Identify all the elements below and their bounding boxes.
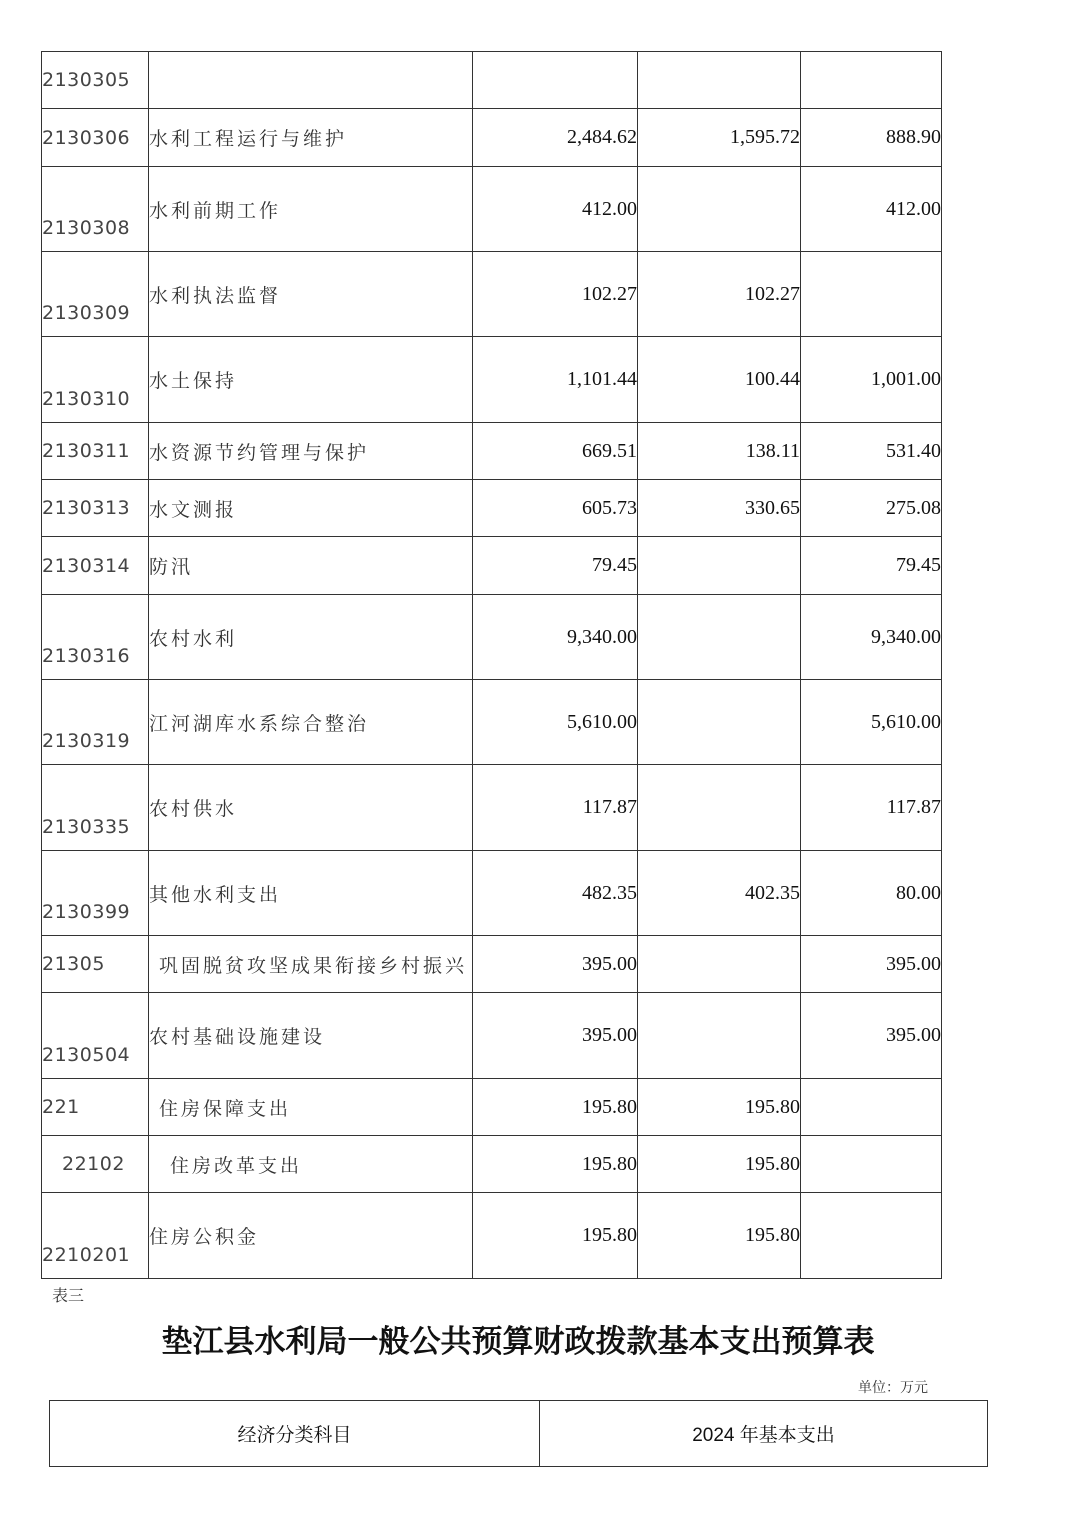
basic-amount: 195.80 [638, 1079, 801, 1136]
total-amount: 669.51 [473, 423, 638, 480]
document-title: 垫江县水利局一般公共预算财政拨款基本支出预算表 [161, 1324, 875, 1360]
table-row [42, 480, 942, 537]
total-amount: 9,340.00 [473, 595, 638, 680]
basic-amount: 330.65 [638, 480, 801, 537]
column-header-economic-category: 经济分类科目 [50, 1401, 540, 1467]
basic-amount [638, 680, 801, 765]
basic-amount: 1,595.72 [638, 109, 801, 167]
unit-label: 单位：万元 [858, 1380, 928, 1396]
project-amount [801, 1079, 942, 1136]
subject-name: 水文测报 [149, 480, 473, 537]
basic-amount: 195.80 [638, 1136, 801, 1193]
project-amount: 412.00 [801, 167, 942, 252]
subject-code: 2130399 [42, 851, 149, 936]
total-amount: 482.35 [473, 851, 638, 936]
subject-code: 2130504 [42, 993, 149, 1079]
total-amount: 1,101.44 [473, 337, 638, 423]
subject-code: 2130319 [42, 680, 149, 765]
project-amount: 395.00 [801, 936, 942, 993]
table-row [42, 337, 942, 423]
basic-expenditure-table [49, 1400, 988, 1467]
table-row [42, 109, 942, 167]
table-row [42, 1136, 942, 1193]
total-amount: 102.27 [473, 252, 638, 337]
basic-amount [638, 993, 801, 1079]
subject-code: 2130310 [42, 337, 149, 423]
subject-name: 农村水利 [149, 595, 473, 680]
project-amount: 531.40 [801, 423, 942, 480]
total-amount: 117.87 [473, 765, 638, 851]
table-row [42, 680, 942, 765]
subject-name: 江河湖库水系综合整治 [149, 680, 473, 765]
project-amount: 117.87 [801, 765, 942, 851]
subject-code: 21305 [42, 936, 149, 993]
subject-code: 2130313 [42, 480, 149, 537]
basic-amount [638, 936, 801, 993]
subject-name: 住房保障支出 [149, 1079, 473, 1136]
table-row [42, 537, 942, 595]
project-amount: 888.90 [801, 109, 942, 167]
table-row [42, 765, 942, 851]
subject-code: 22102 [42, 1136, 149, 1193]
basic-amount [638, 765, 801, 851]
basic-amount: 138.11 [638, 423, 801, 480]
total-amount [473, 52, 638, 109]
subject-code: 2130305 [42, 52, 149, 109]
subject-code: 221 [42, 1079, 149, 1136]
subject-name: 住房公积金 [149, 1193, 473, 1279]
table-header-row [50, 1401, 988, 1467]
project-amount: 395.00 [801, 993, 942, 1079]
subject-name: 防汛 [149, 537, 473, 595]
budget-table [41, 51, 942, 1279]
table-row [42, 993, 942, 1079]
basic-amount [638, 52, 801, 109]
table-row [42, 1193, 942, 1279]
table-row [42, 423, 942, 480]
basic-amount: 195.80 [638, 1193, 801, 1279]
subject-name [149, 52, 473, 109]
subject-name: 巩固脱贫攻坚成果衔接乡村振兴 [149, 936, 473, 993]
subject-code: 2130316 [42, 595, 149, 680]
table-row [42, 167, 942, 252]
project-amount [801, 52, 942, 109]
subject-name: 其他水利支出 [149, 851, 473, 936]
basic-amount [638, 595, 801, 680]
subject-code: 2210201 [42, 1193, 149, 1279]
column-header-basic-expenditure: 2024 年基本支出 [540, 1401, 988, 1467]
total-amount: 79.45 [473, 537, 638, 595]
subject-name: 水利执法监督 [149, 252, 473, 337]
total-amount: 395.00 [473, 936, 638, 993]
subject-code: 2130306 [42, 109, 149, 167]
total-amount: 412.00 [473, 167, 638, 252]
total-amount: 395.00 [473, 993, 638, 1079]
project-amount: 1,001.00 [801, 337, 942, 423]
basic-amount: 100.44 [638, 337, 801, 423]
subject-name: 水土保持 [149, 337, 473, 423]
subject-code: 2130311 [42, 423, 149, 480]
table-row [42, 595, 942, 680]
total-amount: 2,484.62 [473, 109, 638, 167]
subject-code: 2130309 [42, 252, 149, 337]
project-amount [801, 1136, 942, 1193]
subject-code: 2130308 [42, 167, 149, 252]
table-row [42, 52, 942, 109]
basic-amount [638, 537, 801, 595]
basic-amount [638, 167, 801, 252]
subject-name: 农村供水 [149, 765, 473, 851]
table-row [42, 851, 942, 936]
total-amount: 195.80 [473, 1079, 638, 1136]
project-amount: 79.45 [801, 537, 942, 595]
total-amount: 605.73 [473, 480, 638, 537]
subject-code: 2130335 [42, 765, 149, 851]
project-amount: 5,610.00 [801, 680, 942, 765]
table-row [42, 1079, 942, 1136]
project-amount: 9,340.00 [801, 595, 942, 680]
subject-code: 2130314 [42, 537, 149, 595]
project-amount: 80.00 [801, 851, 942, 936]
total-amount: 195.80 [473, 1136, 638, 1193]
project-amount: 275.08 [801, 480, 942, 537]
table-row [42, 252, 942, 337]
basic-amount: 102.27 [638, 252, 801, 337]
subject-name: 住房改革支出 [149, 1136, 473, 1193]
table-row [42, 936, 942, 993]
basic-amount: 402.35 [638, 851, 801, 936]
project-amount [801, 1193, 942, 1279]
subject-name: 农村基础设施建设 [149, 993, 473, 1079]
subject-name: 水利工程运行与维护 [149, 109, 473, 167]
project-amount [801, 252, 942, 337]
subject-name: 水利前期工作 [149, 167, 473, 252]
total-amount: 5,610.00 [473, 680, 638, 765]
table-caption: 表三 [52, 1286, 85, 1305]
subject-name: 水资源节约管理与保护 [149, 423, 473, 480]
total-amount: 195.80 [473, 1193, 638, 1279]
